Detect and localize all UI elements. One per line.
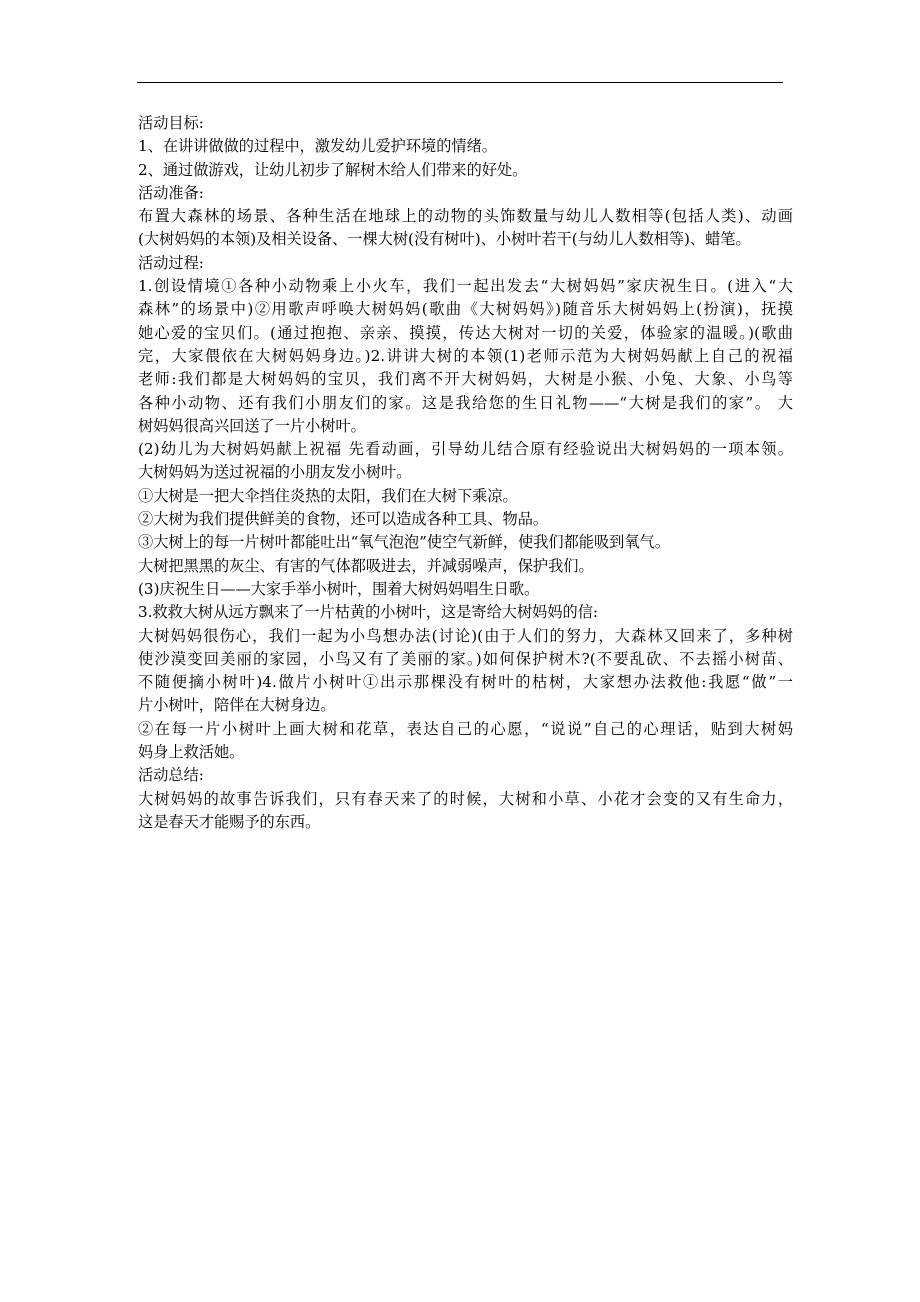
summary-text-line: 大树妈妈的故事告诉我们，只有春天来了的时候，大树和小草、小花才会变的又有生命力， — [138, 789, 793, 808]
process-text-line: 完，大家偎依在大树妈妈身边。)2.讲讲大树的本领(1)老师示范为大树妈妈献上自己的祝福 — [138, 346, 793, 365]
process-text-line: 树妈妈很高兴回送了一片小树叶。 — [138, 416, 366, 435]
process-text-line: ②在每一片小树叶上画大树和花草，表达自己的心愿，“说说”自己的心理话，贴到大树妈 — [138, 719, 793, 738]
goal-item-1: 1、在讲讲做做的过程中，激发幼儿爱护环境的情绪。 — [138, 137, 497, 156]
process-text-line: 大树妈妈为送过祝福的小朋友发小树叶。 — [138, 463, 412, 482]
process-text-line: 片小树叶，陪伴在大树身边。 — [138, 696, 336, 715]
summary-text-line: 这是春天才能赐予的东西。 — [138, 812, 321, 831]
document-body — [138, 112, 793, 834]
process-text-line: 妈身上救活她。 — [138, 743, 245, 762]
goal-item-2: 2、通过做游戏，让幼儿初步了解树木给人们带来的好处。 — [138, 160, 528, 179]
section-heading-process: 活动过程: — [138, 253, 204, 272]
process-text-line: 老师:我们都是大树妈妈的宝贝，我们离不开大树妈妈，大树是小猴、小兔、大象、小鸟等 — [138, 370, 793, 389]
header-rule — [137, 82, 783, 83]
process-text-line: 大树把黑黑的灰尘、有害的气体都吸进去，并减弱噪声，保护我们。 — [138, 556, 594, 575]
process-text-line: 大树妈妈很伤心，我们一起为小鸟想办法(讨论)(由于人们的努力，大森林又回来了，多种树 — [138, 626, 793, 645]
process-text-line: 使沙漠变回美丽的家园，小鸟又有了美丽的家。)如何保护树木?(不要乱砍、不去摇小树苗、 — [138, 649, 793, 668]
process-text-line: 3.救救大树从远方飘来了一片枯黄的小树叶，这是寄给大树妈妈的信: — [138, 603, 599, 622]
process-text-line: (3)庆祝生日——大家手举小树叶，围着大树妈妈唱生日歌。 — [138, 579, 540, 598]
section-heading-goals: 活动目标: — [138, 114, 204, 132]
preparation-text-line: (大树妈妈的本领)及相关设备、一棵大树(没有树叶)、小树叶若干(与幼儿人数相等)、蜡笔。 — [138, 230, 751, 249]
process-text-line: (2)幼儿为大树妈妈献上祝福 先看动画，引导幼儿结合原有经验说出大树妈妈的一项本领。 — [138, 440, 793, 459]
benefit-item-1: ①大树是一把大伞挡住炎热的太阳，我们在大树下乘凉。 — [138, 486, 518, 505]
preparation-text-line: 布置大森林的场景、各种生活在地球上的动物的头饰数量与幼儿人数相等(包括人类)、动画 — [138, 207, 793, 226]
section-heading-summary: 活动总结: — [138, 766, 204, 785]
process-text-line: 不随便摘小树叶)4.做片小树叶①出示那棵没有树叶的枯树，大家想办法救他:我愿“做”一 — [138, 673, 793, 692]
process-text-line: 各种小动物、还有我们小朋友们的家。这是我给您的生日礼物——“大树是我们的家”。 大 — [138, 393, 793, 412]
process-text-line: 森林”的场景中)②用歌声呼唤大树妈妈(歌曲《大树妈妈》)随音乐大树妈妈上(扮演)，抚摸 — [138, 300, 793, 319]
benefit-item-2: ②大树为我们提供鲜美的食物，还可以造成各种工具、物品。 — [138, 510, 549, 529]
section-heading-preparation: 活动准备: — [138, 183, 204, 202]
benefit-item-3: ③大树上的每一片树叶都能吐出“氧气泡泡”使空气新鲜，使我们都能吸到氧气。 — [138, 533, 670, 552]
process-text-line: 她心爱的宝贝们。(通过抱抱、亲亲、摸摸，传达大树对一切的关爱，体验家的温暖。)(歌曲 — [138, 323, 793, 342]
process-text-line: 1.创设情境①各种小动物乘上小火车，我们一起出发去“大树妈妈”家庆祝生日。(进入“大 — [138, 277, 793, 296]
